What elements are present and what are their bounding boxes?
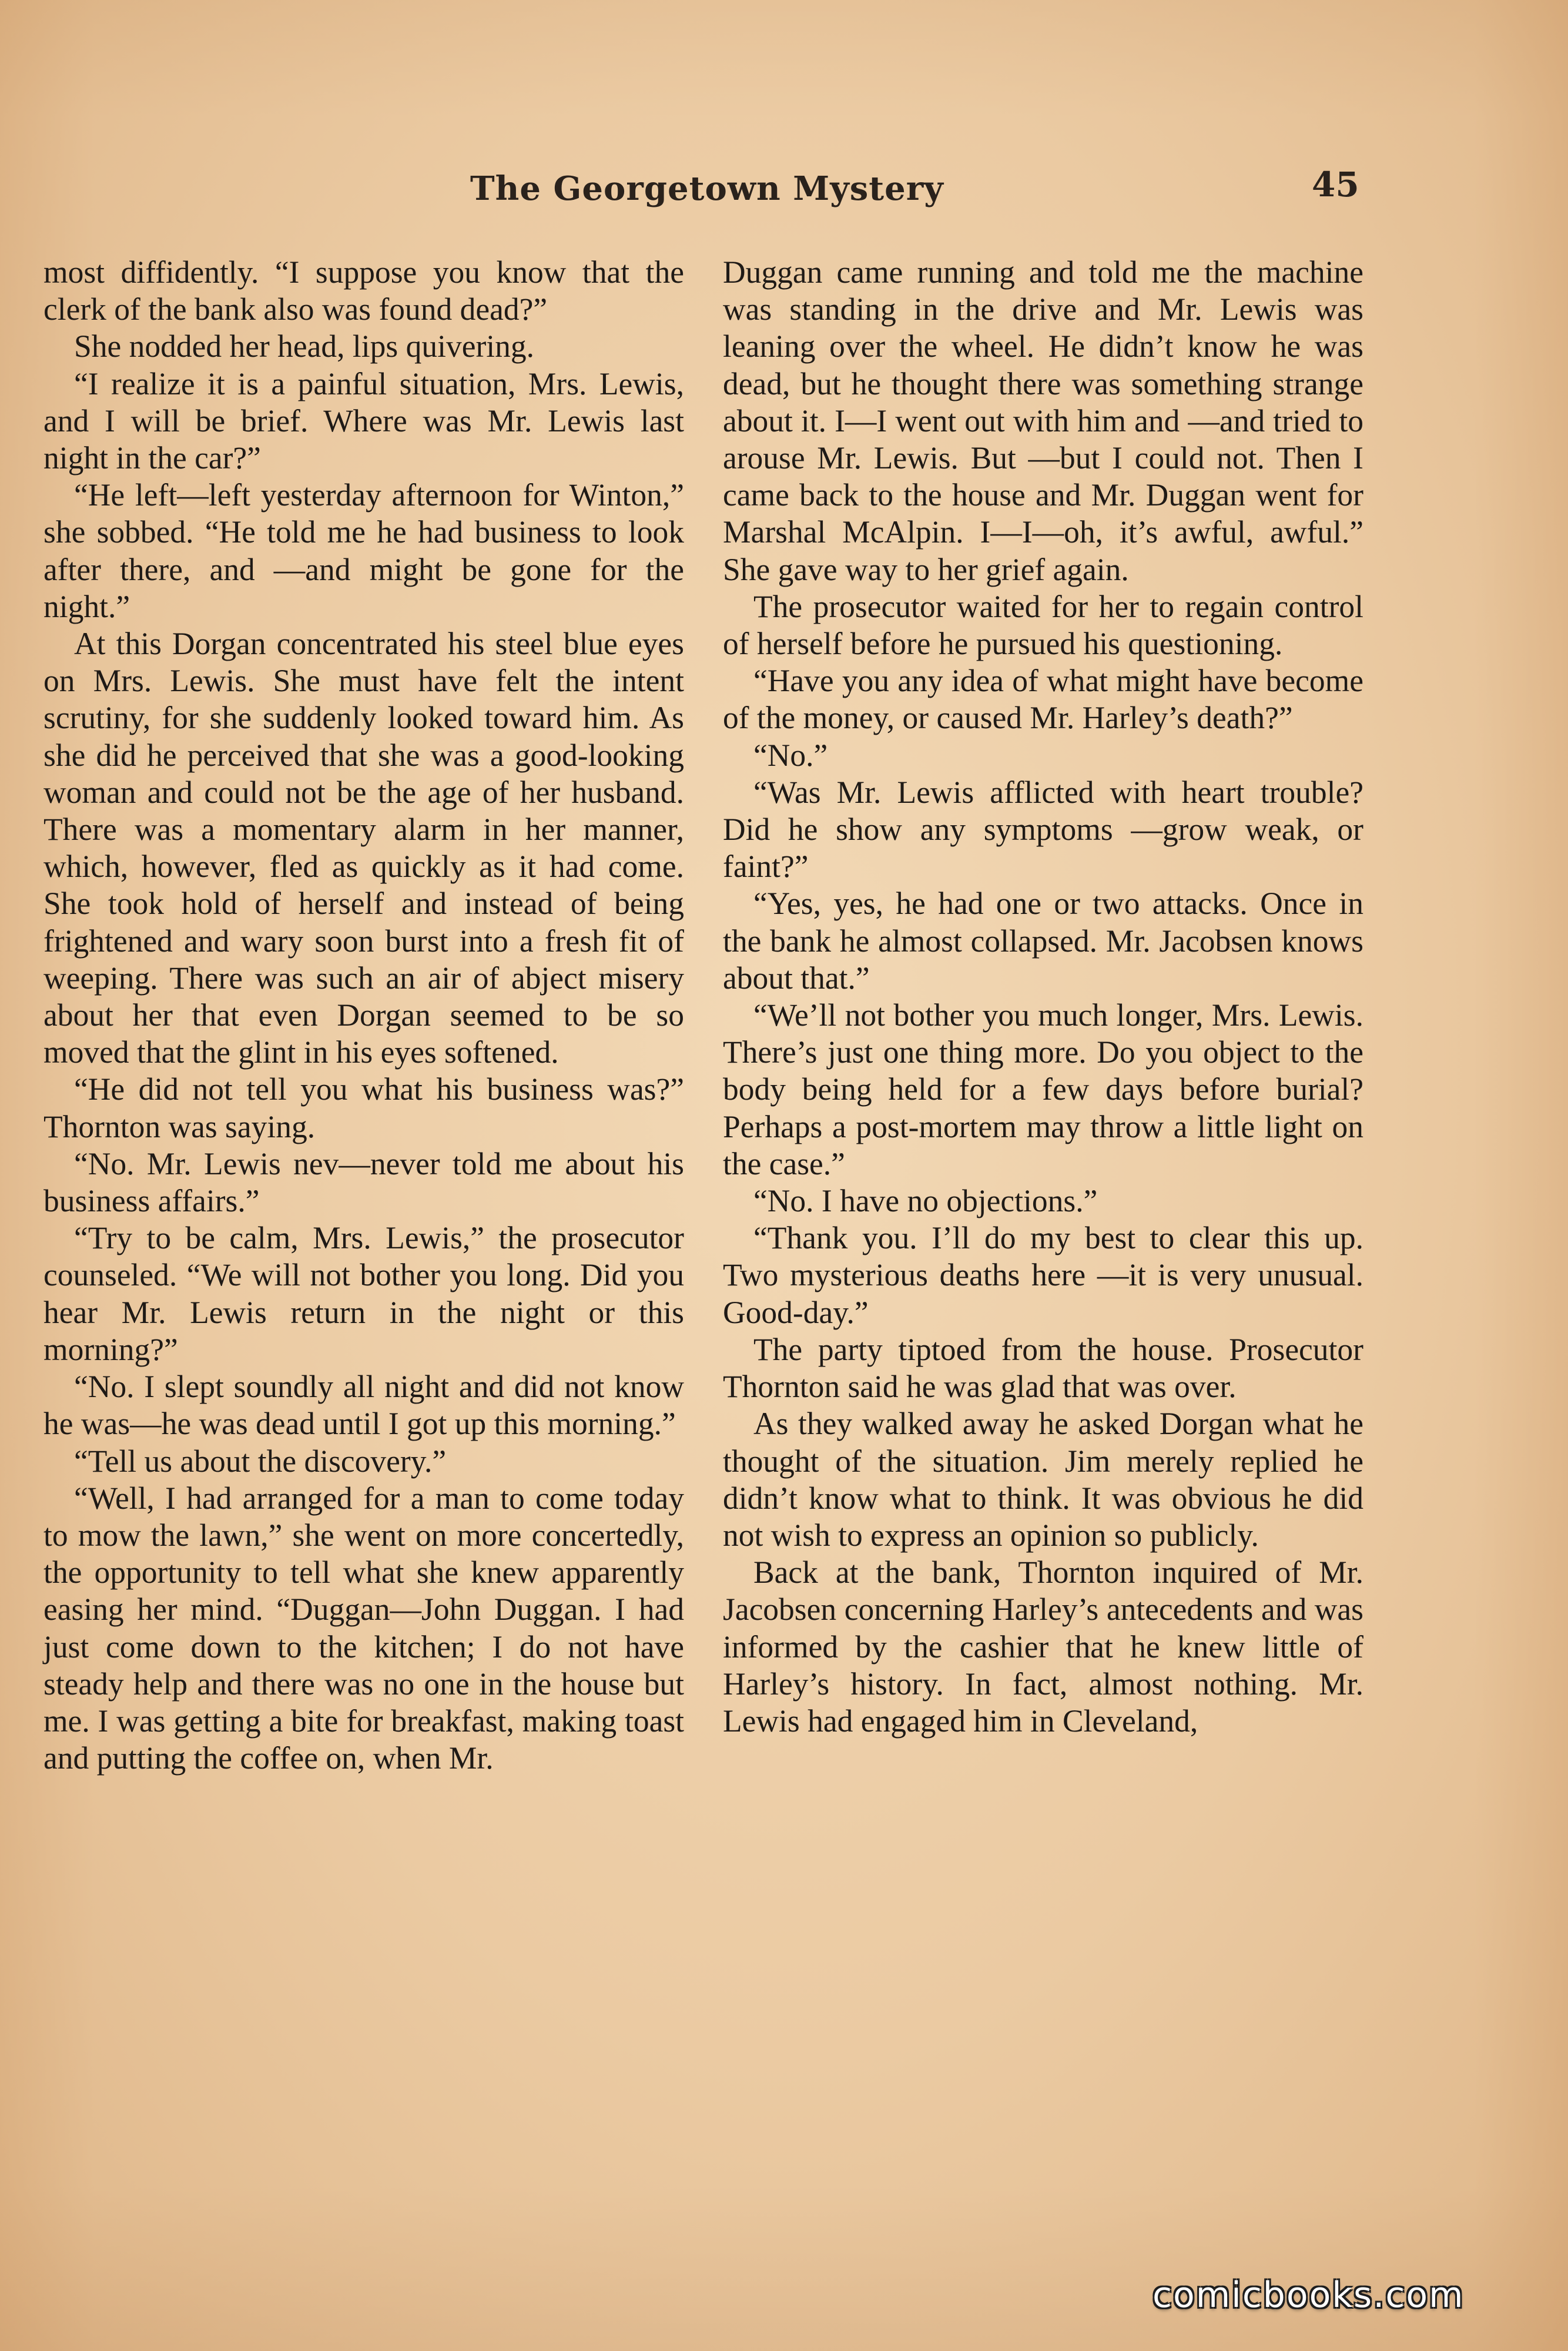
paragraph: “No.” [753,737,828,773]
paragraph: “No. I slept soundly all night and did not know he was—he was dead until I got up this morning.” [43,1369,684,1442]
paragraph: Back at the bank, Thornton inquired of Mr. Jacobsen concerning Harley’s antecedents and was informed by the cashier that he knew little of Harley’s history. In fact, almost nothing. Mr. Lewis had engaged him in Cleveland, [723,1555,1363,1739]
paragraph: “Have you any idea of what might have become of the money, or caused Mr. Harley’s death?” [723,663,1363,736]
paragraph: “No. I have no objections.” [753,1183,1098,1219]
running-head [0,165,1568,222]
paragraph: “I realize it is a painful situation, Mrs. Lewis, and I will be brief. Where was Mr. Lewis last night in the car?” [43,366,684,476]
paragraph: “No. Mr. Lewis nev—never told me about his business affairs.” [43,1146,684,1219]
paragraph: “Tell us about the discovery.” [74,1443,447,1479]
paragraph: “Well, I had arranged for a man to come today to mow the lawn,” she went on more concertedly, the opportunity to tell what she knew apparently easing her mind. “Duggan—John Duggan. I had just come down to the kitchen; I do not have steady help and there was no one in the house but me. I was getting a bite for breakfast, making toast and putting the coffee on, when Mr. [43,1480,684,1776]
paragraph: “Was Mr. Lewis afflicted with heart trouble? Did he show any symptoms —grow weak, or faint?” [723,774,1363,885]
paragraph: “He did not tell you what his business was?” Thornton was saying. [43,1071,684,1144]
paragraph: She nodded her head, lips quivering. [74,329,535,364]
site-watermark: comicbooks.com [1152,2275,1465,2316]
page-number: 45 [1312,165,1359,205]
right-column [723,254,1363,1740]
paragraph: “Thank you. I’ll do my best to clear this up. Two mysterious deaths here —it is very unusual. Good-day.” [723,1220,1363,1330]
paragraph: most diffidently. “I suppose you know that the clerk of the bank also was found dead?” [43,254,684,327]
paragraph: The party tiptoed from the house. Prosecutor Thornton said he was glad that was over. [723,1331,1363,1405]
left-column [43,254,684,1777]
paragraph: “He left—left yesterday afternoon for Winton,” she sobbed. “He told me he had business to look after there, and —and might be gone for the night.” [43,477,684,624]
paragraph: “We’ll not bother you much longer, Mrs. Lewis. There’s just one thing more. Do you object to the body being held for a few days before burial? Perhaps a post-mortem may throw a little light on the case.” [723,997,1363,1181]
paragraph: Duggan came running and told me the machine was standing in the drive and Mr. Lewis was leaning over the wheel. He didn’t know he was dead, but he thought there was something strange about it. I—I went out with him and —and tried to arouse Mr. Lewis. But —but I could not. Then I came back to the house and Mr. Duggan went for Marshal McAlpin. I—I—oh, it’s awful, awful.” She gave way to her grief again. [723,254,1363,587]
paragraph: As they walked away he asked Dorgan what he thought of the situation. Jim merely replied he didn’t know what to think. It was obvious he did not wish to express an opinion so publicly. [723,1406,1363,1553]
running-title: The Georgetown Mystery [470,169,944,208]
paragraph: “Yes, yes, he had one or two attacks. Once in the bank he almost collapsed. Mr. Jacobsen knows about that.” [723,886,1363,996]
paragraph: At this Dorgan concentrated his steel blue eyes on Mrs. Lewis. She must have felt the intent scrutiny, for she suddenly looked toward him. As she did he perceived that she was a good-looking woman and could not be the age of her husband. There was a momentary alarm in her manner, which, however, fled as quickly as it had come. She took hold of herself and instead of being frightened and wary soon burst into a fresh fit of weeping. There was such an air of abject misery about her that even Dorgan seemed to be so moved that the glint in his eyes softened. [43,626,684,1070]
paragraph: The prosecutor waited for her to regain control of herself before he pursued his questioning. [723,588,1363,662]
paragraph: “Try to be calm, Mrs. Lewis,” the prosecutor counseled. “We will not bother you long. Did you hear Mr. Lewis return in the night or this morning?” [43,1220,684,1367]
